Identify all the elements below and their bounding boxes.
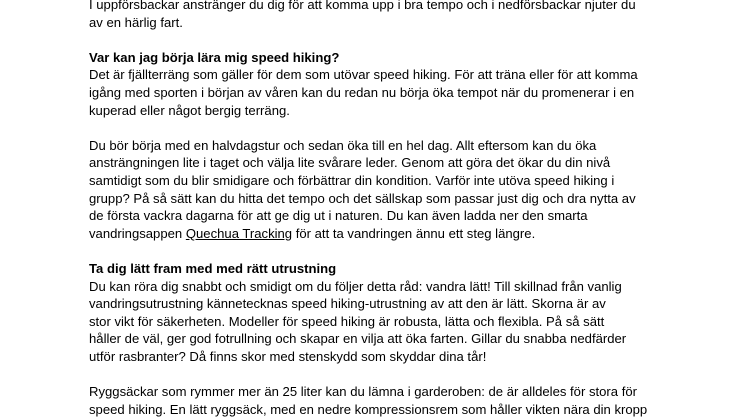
- text-line: Du bör börja med en halvdagstur och sedan öka till en hel dag. Allt eftersom kan du öka: [89, 137, 597, 153]
- text-line: de första vackra dagarna för att ge dig ut i naturen. Du kan även ladda ner den smarta: [89, 208, 588, 224]
- text-line: utför rasbranter? Då finns skor med stenskydd som skyddar dina tår!: [89, 348, 487, 364]
- text-line: I uppförsbackar anstränger du dig för att komma upp i bra tempo och i nedförsbackar njuter du: [89, 0, 636, 12]
- paragraph-spacer: [89, 365, 729, 383]
- section-speed-hiking-start: [89, 49, 729, 243]
- paragraph: [89, 278, 729, 366]
- section-equipment: [89, 260, 729, 418]
- document-page: [89, 0, 729, 418]
- quechua-tracking-link[interactable]: Quechua Tracking: [185, 225, 293, 241]
- paragraph-spacer: [89, 31, 729, 49]
- section-heading: Ta dig lätt fram med med rätt utrustning: [89, 260, 337, 276]
- text-line: Det är fjällterräng som gäller för dem som utövar speed hiking. För att träna eller för att komma: [89, 67, 638, 83]
- text-line: Du kan röra dig snabbt och smidigt om du följer detta råd: vandra lätt! Till skillnad från vanlig: [89, 278, 622, 294]
- paragraph: [89, 137, 729, 243]
- text-fragment: vandringsappen: [89, 225, 186, 241]
- text-line: håller de väl, ger god fotrullning och skapar en vilja att öka farten. Gillar du snabba nedfärder: [89, 331, 627, 347]
- paragraph-spacer: [89, 242, 729, 260]
- text-line: grupp? På så sätt kan du hitta det tempo och det sällskap som passar just dig och dra nytta av: [89, 190, 636, 206]
- text-line: Ryggsäckar som rymmer mer än 25 liter kan du lämna i garderoben: de är alldeles för stora för: [89, 384, 637, 400]
- paragraph: [89, 383, 729, 418]
- text-line: kuperad eller något bergig terräng.: [89, 102, 290, 118]
- paragraph-spacer: [89, 119, 729, 137]
- intro-paragraph: [89, 0, 729, 31]
- text-line: igång med sporten i början av våren kan du redan nu börja öka tempot när du promenerar i en: [89, 84, 635, 100]
- section-heading: Var kan jag börja lära mig speed hiking?: [89, 49, 340, 65]
- text-line: av en härlig fart.: [89, 14, 183, 30]
- text-fragment: för att ta vandringen ännu ett steg längre.: [292, 225, 536, 241]
- text-line: vandringsutrustning kännetecknas speed hiking-utrustning av att den är lätt. Skorna är av: [89, 296, 606, 312]
- text-line: samtidigt som du blir smidigare och förbättrar din kondition. Varför inte utöva speed hiking i: [89, 172, 615, 188]
- text-line-with-link: [89, 225, 729, 243]
- paragraph: [89, 66, 729, 119]
- text-line: ansträngningen lite i taget och välja lite svårare leder. Genom att göra det ökar du din nivå: [89, 155, 611, 171]
- text-line: stor vikt för säkerheten. Modeller för speed hiking är robusta, lätta och flexibla. På så sätt: [89, 313, 605, 329]
- text-line: speed hiking. En lätt ryggsäck, med en nedre kompressionsrem som håller vikten nära din kropp: [89, 401, 648, 417]
